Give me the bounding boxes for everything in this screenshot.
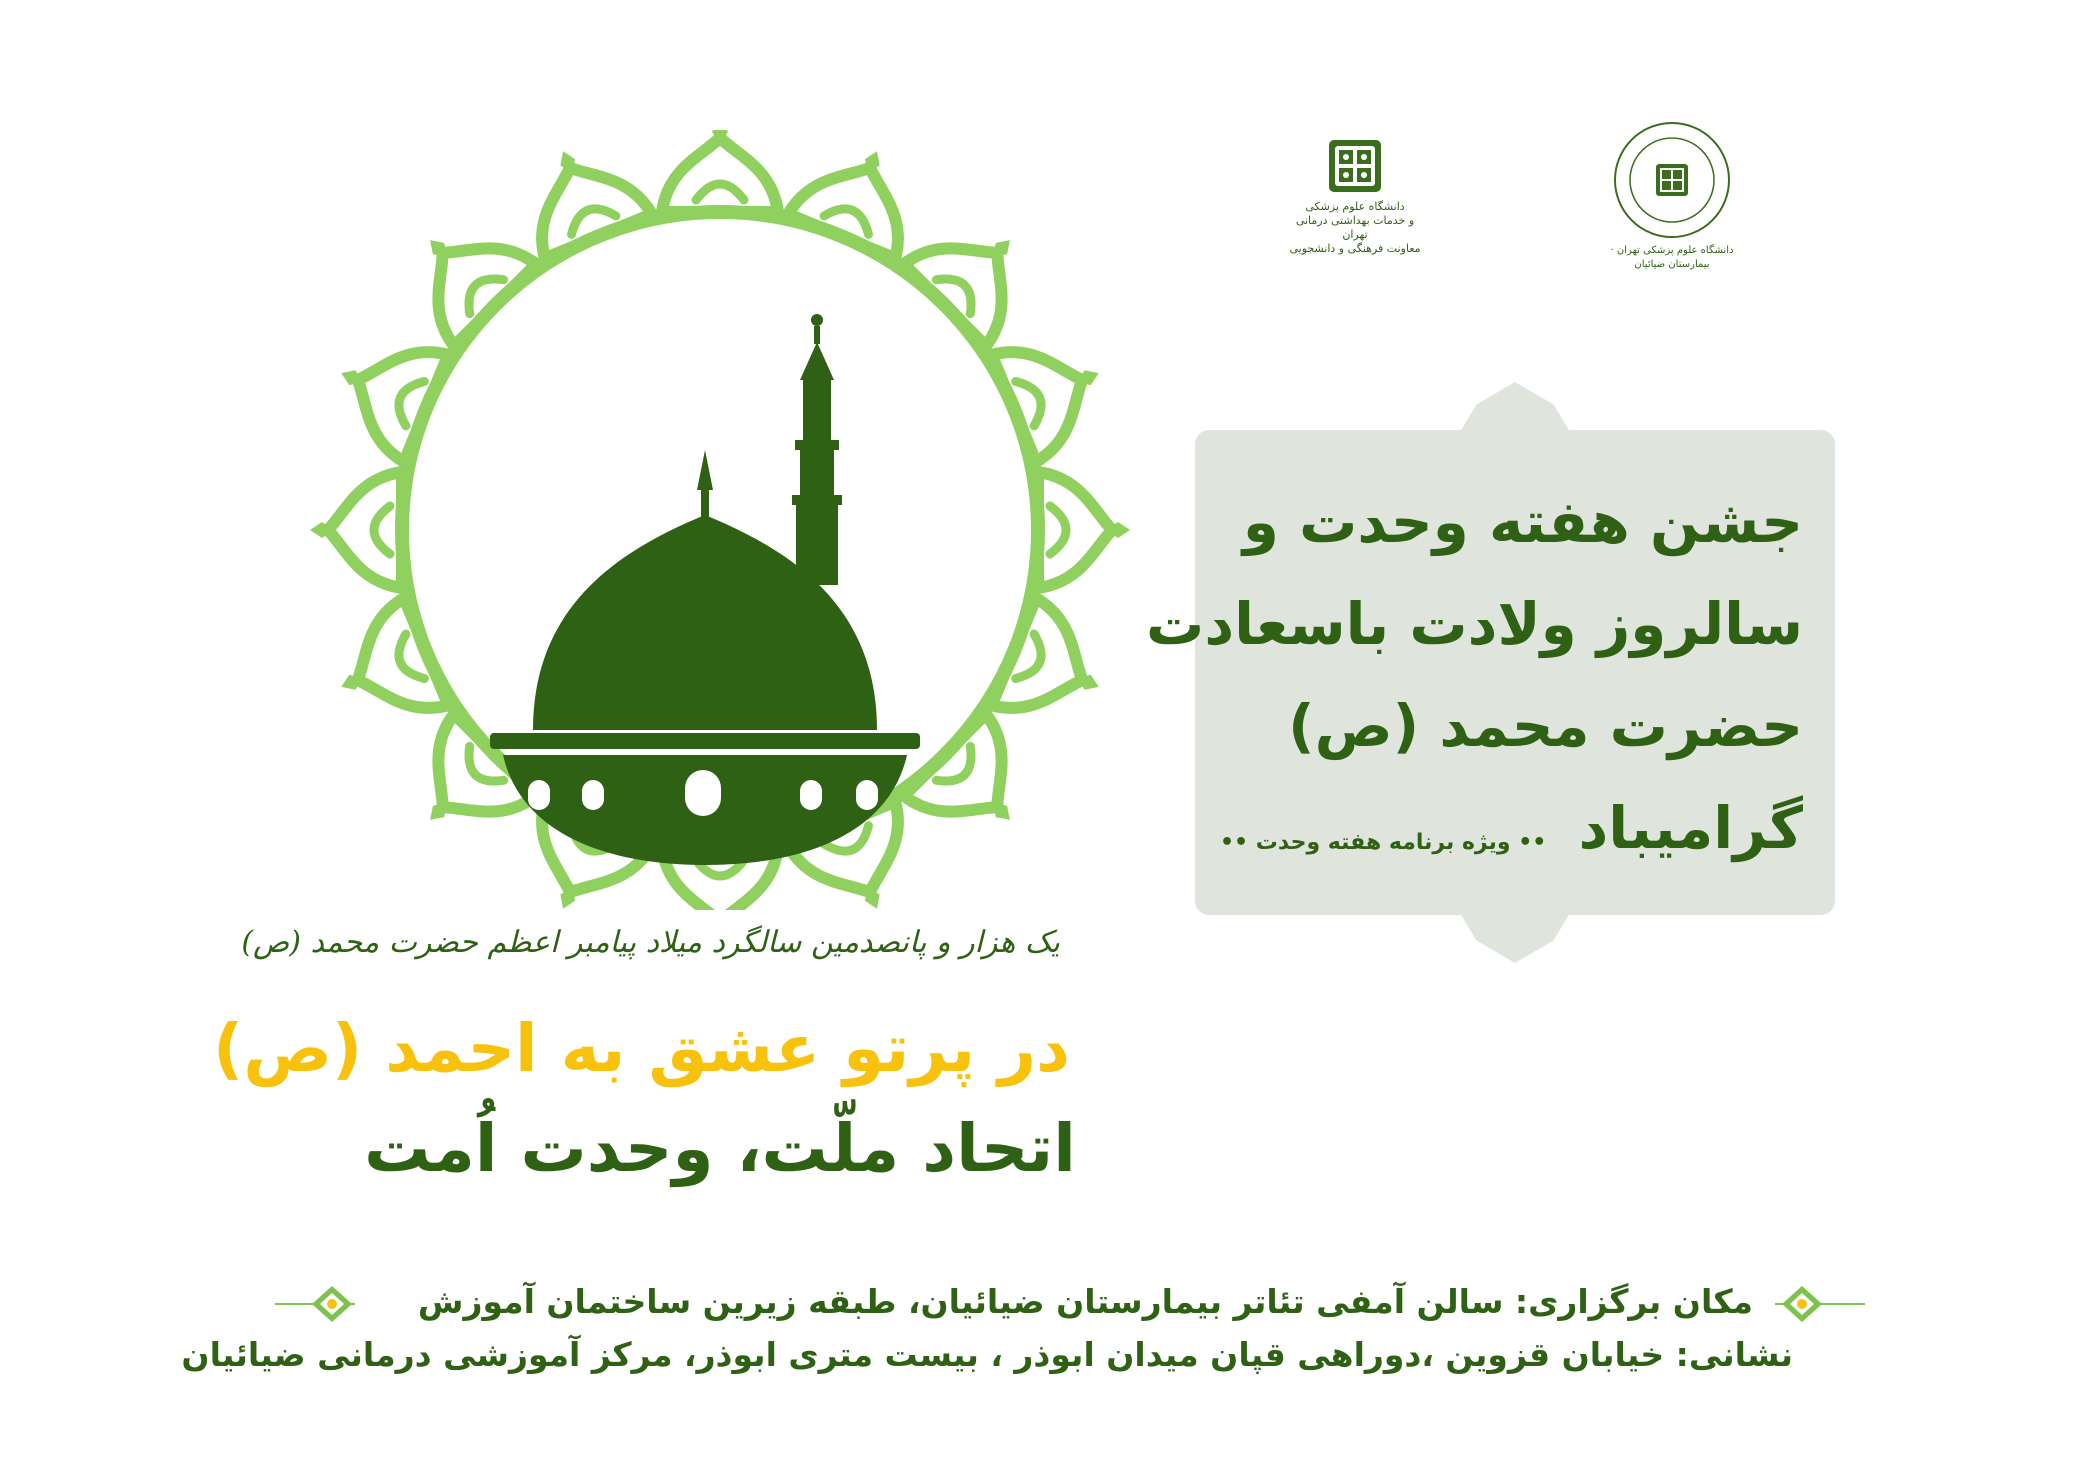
university-logo-1 xyxy=(1285,138,1425,256)
university-logo-2 xyxy=(1610,120,1734,270)
anniversary-caption: یک هزار و پانصدمین سالگرد میلاد پیامبر اعظم حضرت محمد (ص) xyxy=(241,925,1060,960)
unity-slogan: اتحاد ملّت، وحدت اُمت xyxy=(364,1110,1076,1187)
title-line-1: جشن هفته وحدت و xyxy=(1242,488,1803,556)
panel-bottom-notch xyxy=(1460,913,1570,963)
ornament-petal xyxy=(310,472,402,588)
hospital-seal-icon xyxy=(1612,120,1732,240)
university-emblem-icon xyxy=(1327,138,1383,194)
mosque-emblem xyxy=(290,130,1150,910)
ornament-icon-right xyxy=(1780,1284,1824,1324)
venue-text: مکان برگزاری: سالن آمفی تئاتر بیمارستان ضیائیان، طبقه زیرین ساختمان آموزش xyxy=(417,1282,1753,1321)
ornament-petal xyxy=(662,130,778,212)
logo1-line-1: دانشگاه علوم پزشکی xyxy=(1305,200,1405,213)
address-text: نشانی: خیابان قزوین ،دوراهی قپان میدان ابوذر ، بیست متری ابوذر، مرکز آموزشی درمانی ضیائیان xyxy=(181,1335,1793,1374)
logo1-line-3: معاونت فرهنگی و دانشجویی xyxy=(1289,242,1421,255)
logo2-ring-text: دانشگاه علوم پزشکی تهران · بیمارستان ضیائیان xyxy=(1610,245,1734,270)
main-slogan: در پرتو عشق به احمد (ص) xyxy=(213,1010,1070,1087)
mosque-emblem-graphic xyxy=(290,130,1150,910)
title-line-2: سالروز ولادت باسعادت xyxy=(1146,590,1803,658)
ornament-icon-left xyxy=(310,1284,354,1324)
ornament-petal xyxy=(1038,472,1130,588)
title-line-3: حضرت محمد (ص) xyxy=(1288,692,1803,760)
title-line-4: گرامیباد xyxy=(1578,794,1803,862)
logo1-line-2: و خدمات بهداشتی درمانی تهران xyxy=(1295,214,1415,241)
panel-top-notch xyxy=(1460,382,1570,432)
panel-subtitle: •• ویژه برنامه هفته وحدت •• xyxy=(1220,830,1547,855)
